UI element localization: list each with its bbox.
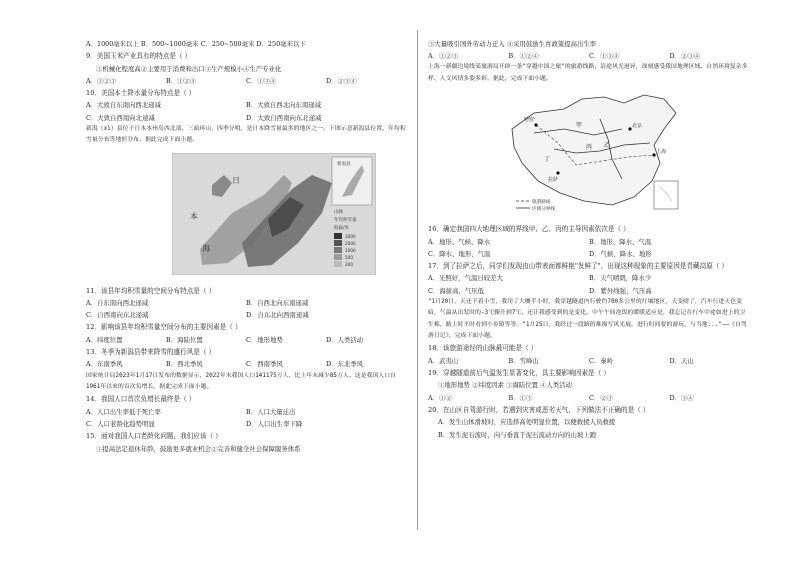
question-11: 11．该县年均积雪量的空间分布特点是（ ） bbox=[86, 286, 216, 295]
question-18: 18．该旅游途经的山脉最可能是（ ） bbox=[428, 344, 538, 353]
legend-route: 旅游路线 bbox=[532, 200, 551, 206]
option: B．①②④ bbox=[508, 52, 539, 61]
question-11-options-row2 bbox=[86, 309, 406, 321]
legend-value: 1000 bbox=[345, 247, 356, 253]
option: D．紫外线强，气压高 bbox=[589, 286, 652, 295]
legend-value: 200 bbox=[345, 261, 353, 267]
sea-label-1: 日 bbox=[232, 175, 240, 185]
question-19: 19．穿越隧道前后气温发生显著变化，具主要影响因素是（ ） bbox=[428, 369, 610, 378]
question-10: 10．美国本土降水量分布特点是（ ） bbox=[86, 89, 196, 98]
question-13-options bbox=[86, 358, 406, 370]
option: C．秦岭 bbox=[589, 356, 614, 365]
option: C．①③④ bbox=[589, 52, 620, 61]
question-19-options bbox=[428, 392, 750, 404]
niigata-snow-map bbox=[172, 153, 376, 275]
option: C．人口老龄化趋势明显 bbox=[86, 420, 155, 429]
option: A．①②③ bbox=[86, 76, 117, 85]
label-yi: 乙 bbox=[604, 142, 611, 150]
south-sea-inset bbox=[654, 181, 678, 209]
question-14-options-row1 bbox=[86, 406, 406, 418]
city-hami: 哈密 bbox=[524, 117, 535, 124]
question-11-options-row1 bbox=[86, 297, 406, 309]
question-20: 20．在山区自驾游行时，若遇到灾害或恶劣天气，下列做法不正确的是（ ） bbox=[428, 405, 650, 414]
question-9: 9．美国玉米产业具有的特点是（ ） bbox=[86, 52, 192, 61]
question-10-options-row2 bbox=[86, 112, 406, 124]
question-15-items-cont: ③大量吸引国外劳动力迁入 ④采用鼓励生育政策提高出生率 bbox=[428, 40, 597, 48]
question-18-options bbox=[428, 355, 750, 367]
passage-niigata: 新潟（xì）县位于日本本州岛西北部，三面环山，四季分明，是日本降雪量最多的地区之一。下图示意新潟县位置、年均积雪量分布等地形分布。据此完成下面小题。 bbox=[86, 125, 406, 144]
legend-snow: 年均积雪量 bbox=[334, 217, 357, 223]
legend-value: 500 bbox=[345, 254, 353, 260]
question-17: 17．到了拉萨之后，同学们发现由山带表面都鲜艳"发鲜了"，出现这种现象的主要原因是青藏高原（ ） bbox=[428, 262, 729, 271]
question-9-options bbox=[86, 75, 406, 87]
label-bing: 丙 bbox=[586, 144, 593, 152]
column-divider bbox=[417, 30, 418, 530]
legend-boundary: 区域分界线 bbox=[532, 207, 555, 213]
china-outline bbox=[512, 95, 676, 205]
question-16-options-row2 bbox=[428, 248, 750, 260]
legend-mountain: 山脉 bbox=[334, 209, 343, 215]
legend-value: 3000 bbox=[345, 233, 356, 239]
city-lhasa: 拉萨 bbox=[548, 177, 559, 184]
legend-value: 2000 bbox=[345, 240, 356, 246]
city-beijing: 北京 bbox=[632, 123, 643, 130]
option: D．②③④ bbox=[669, 52, 701, 61]
option: B．地形、降水、气温 bbox=[589, 237, 652, 246]
option: C．西南季风 bbox=[246, 360, 283, 369]
question-20-option-a: A．发生山体滑坡时，应选择高处明显位置，以便救援人员救援 bbox=[438, 418, 616, 427]
city-shanghai: 上海 bbox=[656, 149, 667, 156]
question-20-option-b: B．发生泥石流时，向与垂直于泥石流动方向的山坡上跑 bbox=[438, 430, 597, 439]
option: C．大致自西南向北递减 bbox=[86, 113, 155, 122]
option: D．东北季风 bbox=[326, 360, 364, 369]
question-14-options-row2 bbox=[86, 418, 406, 430]
option: A．武夷山 bbox=[428, 356, 459, 365]
option: B．①③ bbox=[508, 393, 533, 402]
option: A．地形、气候、降水 bbox=[428, 237, 491, 246]
label-ding: 丁 bbox=[544, 156, 551, 164]
question-16: 16．确定我国四大地理区域的界线甲、乙、丙的主导因素依次是（ ） bbox=[428, 225, 630, 234]
option: A．大致自东南向西北递减 bbox=[86, 101, 161, 110]
question-13: 13．冬季为新潟县带来降雪的盛行风是（ ） bbox=[86, 348, 216, 357]
q8-options: A．1000毫米以上 B．500~1000毫米 C．250~500毫米 D．250毫米以下 bbox=[86, 40, 306, 48]
option: A．人口出生率低于死亡率 bbox=[86, 407, 161, 416]
question-17-options-row2 bbox=[428, 285, 750, 297]
label-jia: 甲 bbox=[576, 122, 583, 130]
china-route-map bbox=[504, 89, 684, 215]
question-17-options-row1 bbox=[428, 272, 750, 284]
option: D．自东北向西南递减 bbox=[246, 311, 309, 320]
option: D．③④ bbox=[669, 393, 694, 402]
option: D．气候、降水、地形 bbox=[589, 249, 652, 258]
option: B．西北季风 bbox=[166, 360, 203, 369]
option: D．人类活动 bbox=[326, 335, 364, 344]
option: C．地形地势 bbox=[246, 335, 283, 344]
option: C．海拔高，气压低 bbox=[428, 286, 485, 295]
question-15-options bbox=[428, 50, 750, 62]
passage-population: 国家统计局2023年1月17日发布的数据显示，2022年末我国人口141175万人，比上年末减少85万人。这是我国人口自1961年以来的首次负增长。据此完成下面小题。 bbox=[86, 372, 396, 391]
question-15: 15．面对我国人口老龄化问题，我们应该（ ） bbox=[86, 432, 222, 441]
question-15-items: ①提高法定退休年龄，鼓励更多就业机会②完善和健全社会保障服务体系 bbox=[96, 444, 301, 453]
right-column bbox=[428, 38, 750, 441]
option: D．②③④ bbox=[326, 76, 357, 85]
option: B．①②④ bbox=[166, 76, 197, 85]
option: B．人口大量迁出 bbox=[246, 407, 296, 416]
option: B．海陆位置 bbox=[166, 335, 203, 344]
question-19-items: ①地形地势 ②纬度因素 ③海陆位置 ④人类活动 bbox=[438, 381, 572, 390]
left-column bbox=[86, 38, 406, 455]
option: A．自东南向西北递减 bbox=[86, 299, 149, 308]
passage-travel: 上海一新疆边境线某旅游局开辟一条"穿越中国之旅"的旅游线路，沿途风光迥异，深刻感受我国地理区域、自然环境复杂多样、人文风情多姿多彩。据此，完成下面小题。 bbox=[428, 64, 748, 82]
option: A．纬度位置 bbox=[86, 335, 123, 344]
inset-label: 新潟县 bbox=[337, 161, 351, 167]
option: C．自西南向东北递减 bbox=[86, 311, 149, 320]
question-12-options bbox=[86, 334, 406, 346]
option: C．①③④ bbox=[246, 76, 277, 85]
option: A．东南季风 bbox=[86, 360, 123, 369]
question-12: 12．影响该县年均积雪量空间分布的主要因素是（ ） bbox=[86, 323, 242, 332]
option: B．自西北向东南递减 bbox=[246, 299, 309, 308]
option: A．光照好，气温日较差大 bbox=[428, 274, 503, 283]
option: D．人口出生率下降 bbox=[246, 420, 303, 429]
option: C．降水、地形、气温 bbox=[428, 249, 491, 258]
legend-unit: 海拔/米 bbox=[334, 225, 350, 231]
sea-label-3: 海 bbox=[202, 243, 210, 253]
option: C．②③ bbox=[589, 393, 614, 402]
option: A．①②③ bbox=[428, 52, 459, 61]
option: D．天山 bbox=[669, 356, 694, 365]
option: B．大致自西北向东南递减 bbox=[246, 101, 321, 110]
question-14: 14．我国人口首次负增长最终是（ ） bbox=[86, 395, 196, 404]
option: B．天气晴朗，降水少 bbox=[589, 274, 652, 283]
option: B．雪峰山 bbox=[508, 356, 539, 365]
option: A．①② bbox=[428, 393, 452, 402]
option: D．大致自西南向东北递减 bbox=[246, 113, 322, 122]
question-16-options-row1 bbox=[428, 236, 750, 248]
sea-label-2: 本 bbox=[190, 211, 198, 221]
passage-diary: "1月20日，天还下着小雪，我用了大概半小时，我穿越隧道内行驶约700多公里的红壤地区，天变晴了，汽车行进天色变暗，气温从出发时的-3℃骤升到7℃，还让我感受到的是变化。中午午间泡饭的暖暖适应是，我忘记在行车中途如进上的卫生棉，路上时不时看到小乡镇等等。"1月25日，我经过一段路的难描写风光展，进行时间要的游玩，与当地..."——《自驾游日记》，完成下面小题。 bbox=[428, 298, 747, 340]
question-9-items: ①机械化程度高②主要用于消费和出口③生产规模小④生产专业化 bbox=[96, 64, 282, 73]
question-10-options-row1 bbox=[86, 99, 406, 111]
